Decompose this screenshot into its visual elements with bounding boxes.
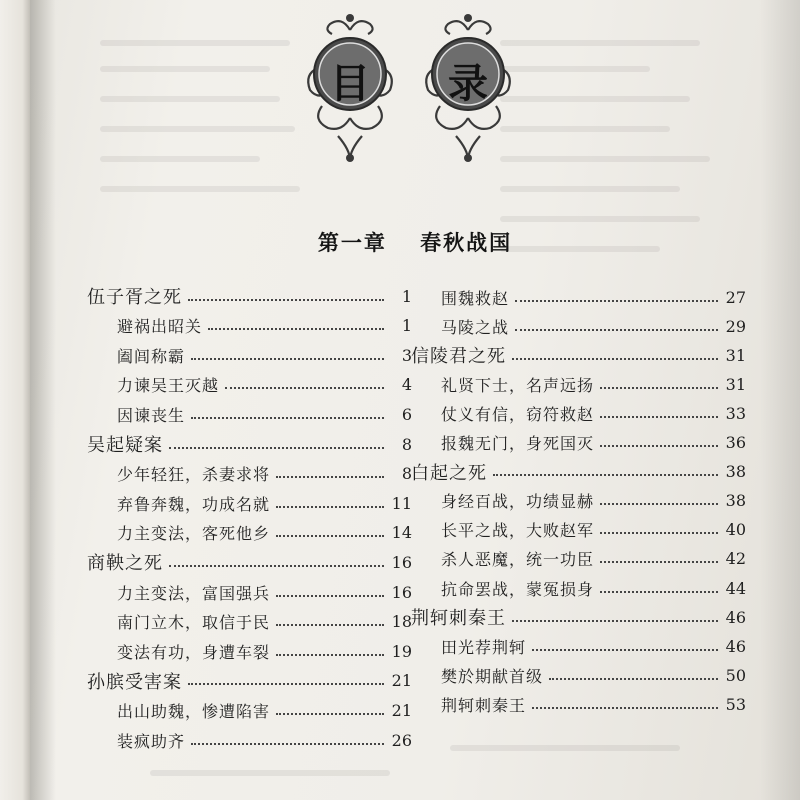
toc-page-number: 4 — [401, 375, 412, 395]
toc-leader-dots — [169, 564, 384, 567]
toc-entry-title: 田光荐荆轲 — [441, 637, 527, 657]
toc-page-number: 50 — [725, 665, 746, 685]
toc-leader-dots — [532, 706, 718, 709]
toc-page-number: 3 — [401, 345, 412, 365]
toc-leader-dots — [600, 531, 718, 534]
toc-entry-title: 荆轲刺秦王 — [411, 608, 506, 630]
left-page-edge — [0, 0, 32, 800]
toc-leader-dots — [600, 590, 718, 593]
toc-page-number: 31 — [725, 345, 746, 365]
toc-leader-dots — [493, 473, 718, 476]
toc-leader-dots — [276, 623, 384, 626]
toc-page-number: 31 — [725, 374, 746, 394]
toc-entry-title: 荆轲刺秦王 — [441, 695, 527, 715]
toc-entry-title: 力谏吴王灭越 — [117, 376, 220, 396]
toc-page-number: 21 — [391, 671, 412, 691]
toc-leader-dots — [549, 677, 718, 680]
toc-entry-title: 杀人恶魔，统一功臣 — [441, 550, 595, 570]
chapter-heading — [30, 227, 800, 257]
toc-page-number: 33 — [725, 403, 746, 423]
toc-page-number: 40 — [725, 520, 746, 540]
toc-entry-title: 阖闾称霸 — [117, 346, 186, 366]
toc-page-number: 53 — [725, 694, 746, 714]
toc-entry — [87, 282, 412, 310]
toc-entry — [87, 460, 412, 488]
toc-entry — [411, 487, 746, 515]
toc-page-number: 1 — [401, 286, 412, 306]
toc-entry-title: 礼贤下士，名声远扬 — [441, 375, 595, 395]
toc-leader-dots — [276, 594, 384, 597]
toc-entry-title: 围魏救赵 — [441, 288, 510, 308]
chapter-name: 春秋战国 — [420, 230, 513, 255]
toc-leader-dots — [276, 475, 384, 478]
toc-page-number: 19 — [391, 641, 412, 661]
toc-page-number: 11 — [391, 493, 412, 513]
toc-entry-title: 樊於期献首级 — [441, 666, 544, 686]
toc-entry-title: 避祸出昭关 — [117, 317, 203, 337]
toc-entry — [411, 690, 746, 718]
toc-entry-title: 商鞅之死 — [87, 553, 163, 575]
toc-entry-title: 力主变法，富国强兵 — [117, 583, 271, 603]
toc-page-number: 14 — [391, 523, 412, 543]
toc-entry — [87, 637, 412, 665]
toc-page-number: 29 — [725, 316, 746, 336]
toc-entry-title: 马陵之战 — [441, 317, 510, 337]
toc-entry-title: 少年轻狂，杀妻求将 — [117, 465, 271, 485]
toc-leader-dots — [515, 299, 718, 302]
toc-leader-dots — [225, 386, 384, 389]
title-char-mu: 目 — [330, 60, 370, 107]
toc-entry-title: 吴起疑案 — [87, 435, 163, 456]
page-edge-shadow — [760, 0, 800, 800]
toc-page-number: 6 — [401, 404, 412, 424]
toc-entry — [411, 574, 746, 602]
toc-entry — [411, 399, 746, 427]
toc-page-number: 16 — [391, 582, 412, 602]
toc-entry — [87, 400, 412, 428]
toc-entry-title: 信陵君之死 — [411, 346, 506, 368]
toc-leader-dots — [512, 357, 718, 360]
toc-page-number: 38 — [725, 462, 746, 482]
toc-entry — [87, 519, 412, 547]
toc-leader-dots — [169, 446, 384, 449]
toc-leader-dots — [600, 386, 718, 389]
toc-page-number: 38 — [725, 491, 746, 511]
toc-leader-dots — [208, 327, 384, 330]
toc-page-number: 8 — [401, 464, 412, 484]
toc-leader-dots — [276, 712, 384, 715]
toc-entry — [411, 283, 746, 311]
contents-title — [300, 8, 530, 168]
toc-page-number: 42 — [725, 549, 746, 569]
toc-entry — [411, 370, 746, 398]
chapter-number: 第一章 — [317, 230, 387, 255]
toc-entry — [411, 661, 746, 689]
toc-page-number: 21 — [391, 700, 412, 720]
toc-page-number: 36 — [725, 433, 746, 452]
toc-entry-title: 抗命罢战，蒙冤损身 — [441, 579, 595, 599]
toc-entry — [87, 726, 412, 754]
toc-leader-dots — [532, 648, 718, 651]
toc-entry-title: 仗义有信，窃符救赵 — [441, 404, 595, 424]
toc-entry — [411, 429, 746, 457]
toc-entry — [87, 696, 412, 724]
book-page — [30, 0, 800, 800]
toc-entry — [87, 489, 412, 517]
toc-entry — [411, 516, 746, 544]
toc-entry-title: 变法有功，身遭车裂 — [117, 642, 271, 662]
title-char-lu: 录 — [448, 60, 488, 107]
toc-leader-dots — [600, 415, 718, 418]
toc-leader-dots — [191, 416, 384, 419]
toc-leader-dots — [512, 619, 718, 622]
toc-entry — [87, 667, 412, 695]
toc-entry-title: 孙膑受害案 — [87, 671, 182, 693]
toc-entry — [87, 312, 412, 340]
toc-entry-title: 身经百战，功绩显赫 — [441, 492, 595, 512]
toc-leader-dots — [600, 560, 718, 563]
toc-entry-title: 南门立木，取信于民 — [117, 613, 271, 633]
toc-entry — [87, 341, 412, 369]
toc-leader-dots — [276, 653, 384, 656]
toc-leader-dots — [515, 328, 718, 331]
toc-leader-dots — [188, 298, 384, 301]
toc-entry — [87, 430, 412, 458]
toc-entry-title: 弃鲁奔魏，功成名就 — [117, 494, 271, 514]
toc-entry — [411, 632, 746, 660]
toc-leader-dots — [188, 682, 384, 685]
toc-entry-title: 白起之死 — [411, 462, 487, 484]
toc-entry-title: 报魏无门，身死国灭 — [441, 434, 595, 453]
toc-page-number: 16 — [391, 552, 412, 572]
toc-entry — [411, 341, 746, 369]
toc-entry-title: 因谏丧生 — [117, 405, 186, 425]
toc-leader-dots — [600, 444, 718, 447]
toc-page-number: 1 — [401, 316, 412, 336]
toc-page-number: 46 — [725, 607, 746, 627]
toc-leader-dots — [276, 505, 384, 508]
toc-entry-title: 出山助魏，惨遭陷害 — [117, 701, 271, 721]
toc-leader-dots — [191, 742, 384, 745]
toc-page-number: 26 — [391, 730, 412, 750]
toc-entry — [87, 548, 412, 576]
toc-entry-title: 装疯助齐 — [117, 731, 186, 751]
toc-entry — [87, 608, 412, 636]
toc-page-number: 8 — [401, 434, 412, 454]
toc-entry — [87, 578, 412, 606]
toc-entry-title: 伍子胥之死 — [87, 287, 182, 308]
toc-entry-title: 力主变法，客死他乡 — [117, 524, 271, 544]
toc-entry — [411, 545, 746, 573]
toc-entry — [87, 371, 412, 399]
toc-page-number: 18 — [391, 612, 412, 632]
toc-leader-dots — [191, 357, 384, 360]
toc-page-number: 27 — [725, 287, 746, 307]
toc-leader-dots — [600, 502, 718, 505]
toc-leader-dots — [276, 534, 384, 537]
toc-entry — [411, 603, 746, 631]
toc-page-number: 46 — [725, 636, 746, 656]
toc-entry-title: 长平之战，大败赵军 — [441, 521, 595, 541]
toc-entry — [411, 458, 746, 486]
toc-page-number: 44 — [725, 578, 746, 598]
toc-entry — [411, 312, 746, 340]
